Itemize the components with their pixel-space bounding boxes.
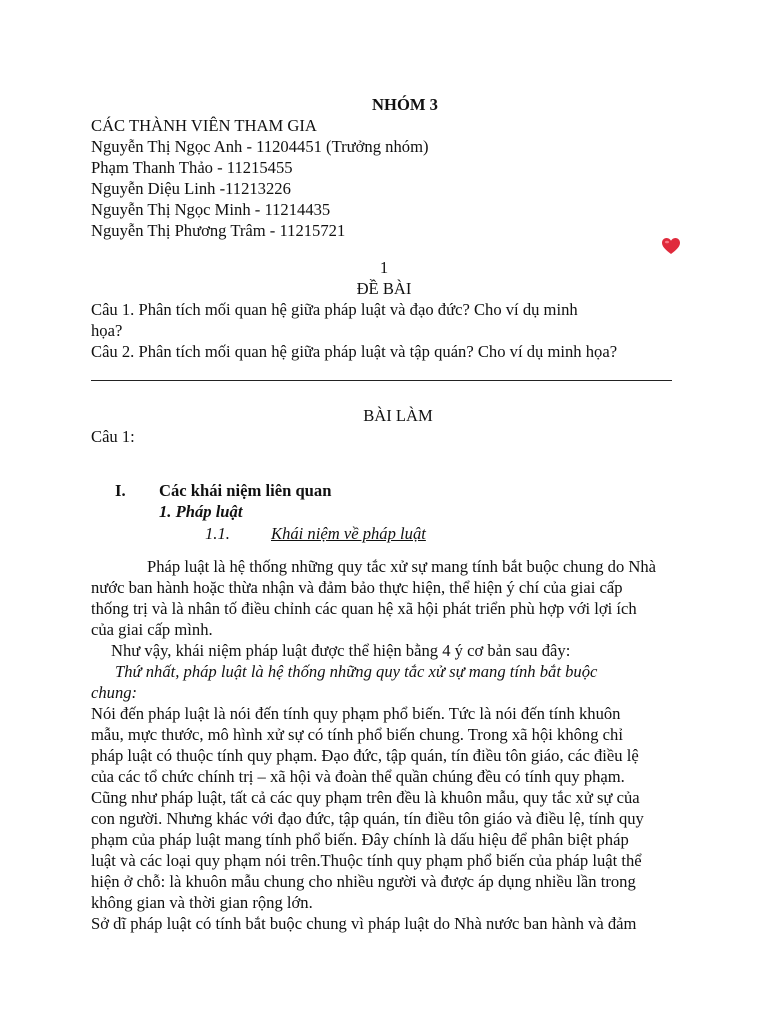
body-line: của các tổ chức chính trị – xã hội và đoàn thể quần chúng đều có tính quy phạm.: [91, 767, 625, 786]
body-line: luật và các loại quy phạm nói trên.Thuộc tính quy phạm phổ biến của pháp luật thể: [91, 851, 642, 870]
subsection-title: 1. Pháp luật: [159, 502, 243, 521]
body-line: pháp luật có thuộc tính quy phạm. Đạo đức, tập quán, tín điều tôn giáo, các điều lệ: [91, 746, 639, 765]
member-line: Nguyễn Thị Ngọc Anh - 11204451 (Trưởng nhóm): [91, 137, 429, 156]
body-line: của giai cấp mình.: [91, 620, 213, 639]
question-line: Câu 2. Phân tích mối quan hệ giữa pháp luật và tập quán? Cho ví dụ minh họa?: [91, 342, 618, 361]
body-line: Pháp luật là hệ thống những quy tắc xử sự mang tính bắt buộc chung do Nhà: [147, 557, 657, 576]
section-title: Các khái niệm liên quan: [159, 481, 332, 500]
body-line: Thứ nhất, pháp luật là hệ thống những quy tắc xử sự mang tính bắt buộc: [115, 662, 598, 681]
body-line: nước ban hành hoặc thừa nhận và đảm bảo thực hiện, thể hiện ý chí của giai cấp: [91, 578, 623, 597]
member-line: Phạm Thanh Thảo - 11215455: [91, 158, 293, 177]
body-line: Như vậy, khái niệm pháp luật được thể hiện bằng 4 ý cơ bản sau đây:: [111, 641, 571, 660]
group-title: NHÓM 3: [372, 95, 438, 114]
member-line: Nguyễn Thị Phương Trâm - 11215721: [91, 221, 346, 240]
body-line: con người. Nhưng khác với đạo đức, tập quán, tín điều tôn giáo và điều lệ, tính quy: [91, 809, 644, 828]
assignment-heading: ĐỀ BÀI: [356, 279, 412, 298]
answer-label: Câu 1:: [91, 427, 135, 446]
horizontal-divider: [91, 380, 672, 381]
members-heading: CÁC THÀNH VIÊN THAM GIA: [91, 116, 317, 135]
member-line: Nguyễn Thị Ngọc Minh - 11214435: [91, 200, 331, 219]
member-line: Nguyễn Diệu Linh -11213226: [91, 179, 291, 198]
section-numeral: I.: [115, 481, 126, 500]
body-line: phạm của pháp luật mang tính phổ biến. Đây chính là dấu hiệu để phân biệt pháp: [91, 830, 629, 849]
body-line: Nói đến pháp luật là nói đến tính quy phạm phổ biến. Tức là nói đến tính khuôn: [91, 704, 621, 723]
question-line: họa?: [91, 321, 123, 340]
body-line: không gian và thời gian rộng lớn.: [91, 893, 313, 912]
subsubsection-title: Khái niệm về pháp luật: [271, 524, 426, 543]
heart-icon: [661, 236, 681, 256]
body-line: hiện ở chỗ: là khuôn mẫu chung cho nhiều người và được áp dụng nhiều lần trong: [91, 872, 636, 891]
body-line: mẫu, mực thước, mô hình xử sự có tính phổ biến chung. Trong xã hội không chỉ: [91, 725, 623, 744]
body-line: Cũng như pháp luật, tất cả các quy phạm trên đều là khuôn mẫu, quy tắc xử sự của: [91, 788, 640, 807]
question-line: Câu 1. Phân tích mối quan hệ giữa pháp luật và đạo đức? Cho ví dụ minh: [91, 300, 578, 319]
subsubsection-number: 1.1.: [205, 524, 230, 543]
body-line: chung:: [91, 683, 138, 702]
answer-heading: BÀI LÀM: [363, 406, 433, 425]
body-line: thống trị và là nhân tố điều chỉnh các quan hệ xã hội phát triển phù hợp với lợi ích: [91, 599, 637, 618]
body-line: Sở dĩ pháp luật có tính bắt buộc chung vì pháp luật do Nhà nước ban hành và đảm: [91, 914, 637, 933]
page-number: 1: [379, 258, 389, 277]
